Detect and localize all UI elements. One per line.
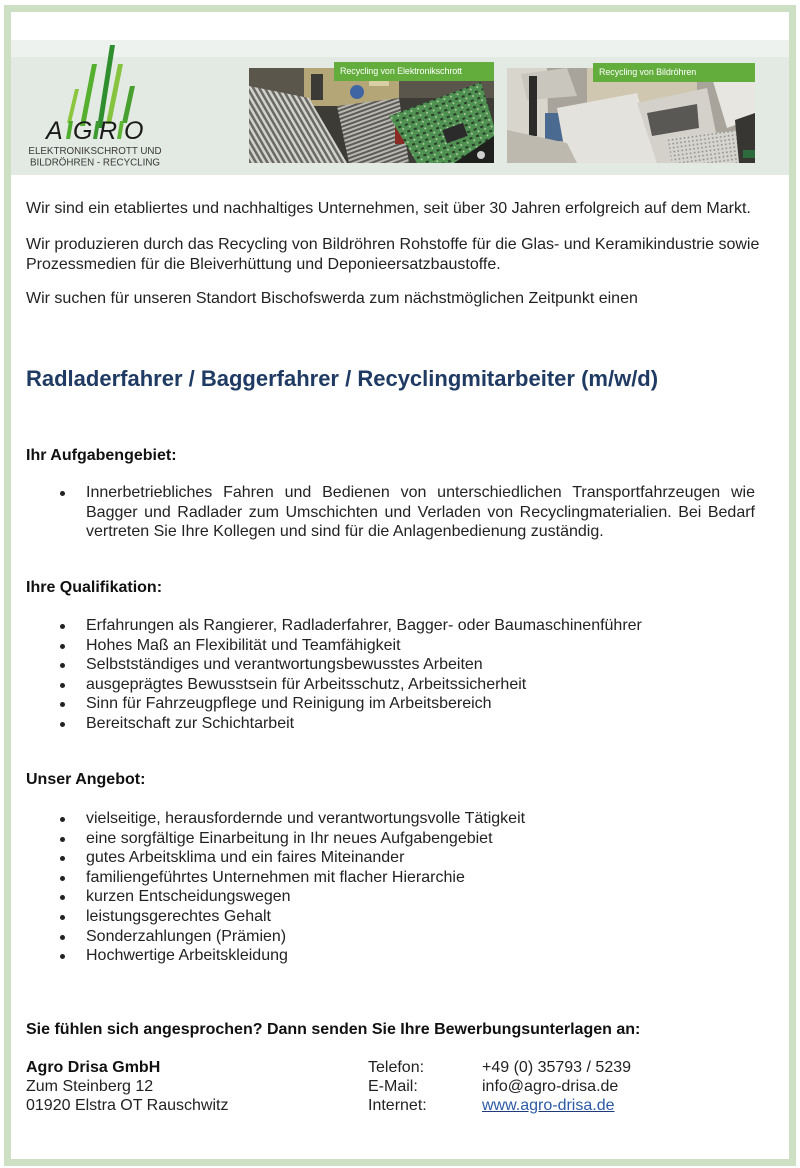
intro-paragraph: Wir suchen für unseren Standort Bischofswerda zum nächstmöglichen Zeitpunkt einen <box>26 290 638 307</box>
bullet-icon <box>60 954 65 959</box>
list-item-text: vielseitige, herausfordernde und verantwortungsvolle Tätigkeit <box>86 810 526 827</box>
circuit-board-image <box>249 68 494 163</box>
section-heading-qualification: Ihre Qualifikation: <box>26 579 163 596</box>
circuit-board-photo <box>249 68 494 163</box>
company-name: Agro Drisa GmbH <box>26 1059 161 1076</box>
crt-monitors-photo <box>507 68 755 163</box>
phone-label: Telefon: <box>368 1059 425 1076</box>
tasks-line: Innerbetriebliches Fahren und Bedienen von unterschiedlichen Transportfahrzeugen wie <box>86 484 755 501</box>
call-to-action: Sie fühlen sich angesprochen? Dann senden Sie Ihre Bewerbungsunterlagen an: <box>26 1021 641 1038</box>
list-item-text: ausgeprägtes Bewusstsein für Arbeitsschutz, Arbeitssicherheit <box>86 675 527 693</box>
bullet-icon <box>60 644 65 649</box>
list-item-text: familiengeführtes Unternehmen mit flacher Hierarchie <box>86 868 465 886</box>
qualification-list <box>0 616 800 734</box>
intro-line: Wir produzieren durch das Recycling von Bildröhren Rohstoffe für die Glas- und Keramikindustrie sowie <box>26 236 760 253</box>
photo-label-electronics: Recycling von Elektronikschrott <box>334 62 494 81</box>
list-item <box>0 655 800 675</box>
bullet-icon <box>60 837 65 842</box>
list-item <box>0 809 800 829</box>
logo-letter: O <box>124 117 144 145</box>
list-item <box>0 714 800 734</box>
bullet-icon <box>60 683 65 688</box>
logo-tagline: ELEKTRONIKSCHROTT UND <box>28 146 162 157</box>
logo-tagline: BILDRÖHREN - RECYCLING <box>29 157 161 169</box>
email-value[interactable]: info@agro-drisa.de <box>482 1078 619 1095</box>
logo-slash <box>117 121 124 139</box>
list-item <box>0 829 800 849</box>
list-item <box>0 907 800 927</box>
list-item-text: gutes Arbeitsklima und ein faires Miteinander <box>86 849 405 867</box>
list-item-text: Hohes Maß an Flexibilität und Teamfähigkeit <box>86 636 401 654</box>
bullet-icon <box>60 895 65 900</box>
bullet-icon <box>60 663 65 668</box>
list-item <box>0 616 800 636</box>
list-item-text: Sinn für Fahrzeugpflege und Reinigung im Arbeitsbereich <box>86 695 492 713</box>
bullet-icon <box>60 915 65 920</box>
list-item-text: leistungsgerechtes Gehalt <box>86 907 271 925</box>
agro-logo <box>0 0 180 180</box>
bullet-icon <box>60 722 65 727</box>
company-address <box>26 1058 228 1115</box>
list-item <box>0 694 800 714</box>
job-title: Radladerfahrer / Baggerfahrer / Recyclingmitarbeiter (m/w/d) <box>26 366 659 391</box>
bullet-icon <box>60 491 65 496</box>
website-label: Internet: <box>368 1097 427 1114</box>
list-item <box>0 927 800 947</box>
bullet-icon <box>60 856 65 861</box>
list-item <box>0 887 800 907</box>
list-item-text: Hochwertige Arbeitskleidung <box>86 947 288 965</box>
list-item-text: Bereitschaft zur Schichtarbeit <box>86 714 295 732</box>
tasks-item-text <box>86 483 755 542</box>
contact-values <box>482 1058 631 1115</box>
company-street: Zum Steinberg 12 <box>26 1078 154 1095</box>
list-item <box>0 848 800 868</box>
list-item-text: Erfahrungen als Rangierer, Radladerfahrer, Bagger- oder Baumaschinenführer <box>86 617 642 634</box>
list-item-text: kurzen Entscheidungswegen <box>86 888 291 906</box>
bullet-icon <box>60 935 65 940</box>
bullet-icon <box>60 876 65 881</box>
offer-list <box>0 809 800 966</box>
website-link[interactable]: www.agro-drisa.de <box>482 1097 615 1114</box>
logo-slash <box>66 121 73 139</box>
email-label: E-Mail: <box>368 1078 418 1095</box>
logo-letter: G <box>73 117 93 145</box>
list-item <box>0 675 800 695</box>
list-item-text: eine sorgfältige Einarbeitung in Ihr neues Aufgabengebiet <box>86 829 493 847</box>
list-item <box>0 636 800 656</box>
intro-paragraph <box>26 235 759 274</box>
bullet-icon <box>60 702 65 707</box>
logo-letter: A <box>46 117 63 145</box>
contact-labels <box>368 1058 427 1115</box>
section-heading-tasks: Ihr Aufgabengebiet: <box>26 447 177 464</box>
phone-value: +49 (0) 35793 / 5239 <box>482 1059 632 1076</box>
photo-label-crt: Recycling von Bildröhren <box>593 63 755 82</box>
intro-line: Prozessmedien für die Bleiverhüttung und Deponieersatzbaustoffe. <box>26 255 501 273</box>
list-item <box>0 946 800 966</box>
intro-paragraph: Wir sind ein etabliertes und nachhaltiges Unternehmen, seit über 30 Jahren erfolgreich auf dem Markt. <box>26 200 751 217</box>
crt-monitors-image <box>507 68 755 163</box>
bullet-icon <box>60 624 65 629</box>
list-item <box>0 868 800 888</box>
tasks-line: vertreten Sie Ihre Kollegen und sind für die Anlagenbedienung zuständig. <box>86 523 604 540</box>
logo-letter: R <box>99 117 118 145</box>
company-city: 01920 Elstra OT Rauschwitz <box>26 1097 229 1114</box>
list-item-text: Selbstständiges und verantwortungsbewusstes Arbeiten <box>86 656 483 674</box>
list-item-text: Sonderzahlungen (Prämien) <box>86 927 287 945</box>
bullet-icon <box>60 817 65 822</box>
section-heading-offer: Unser Angebot: <box>26 771 146 788</box>
tasks-line: Bagger und Radlader zum Umschichten und Verladen von Recyclingmaterialien. Bei Bedarf <box>86 503 755 521</box>
